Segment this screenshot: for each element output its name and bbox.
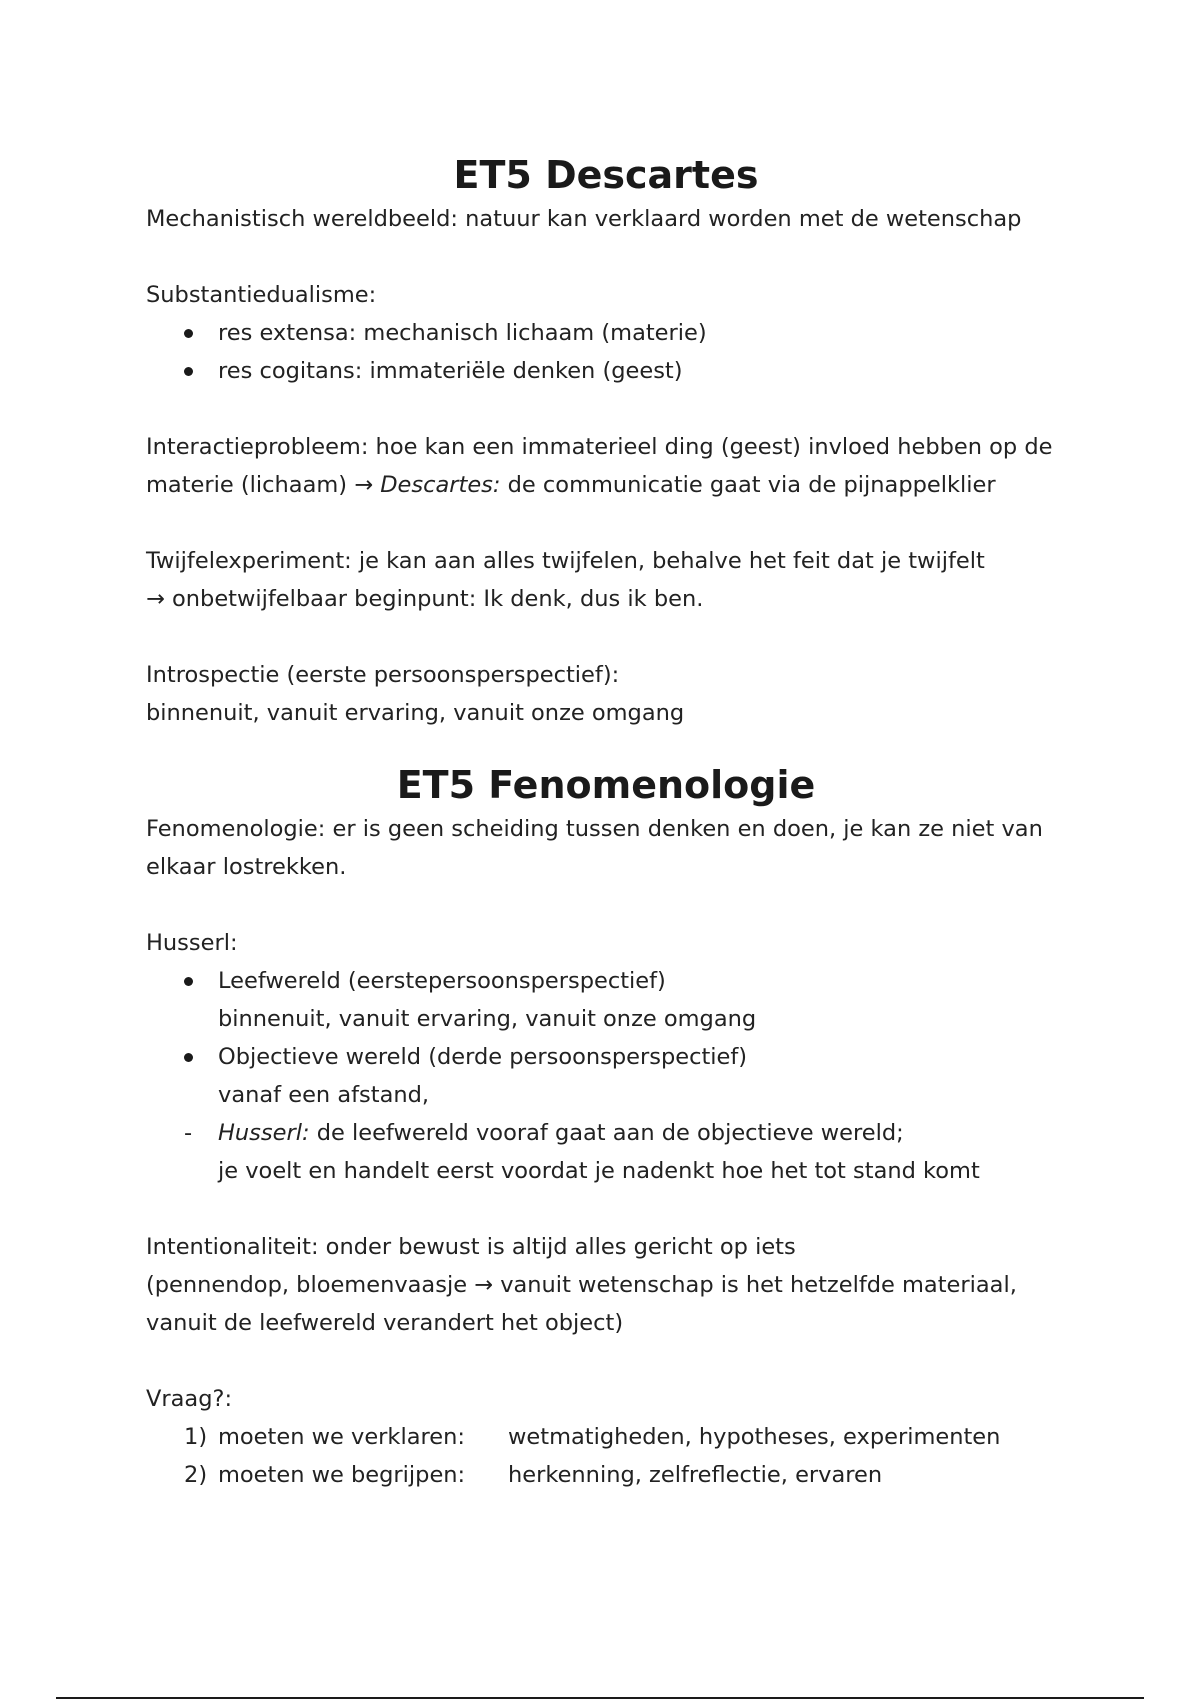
intentionaliteit-line3: vanuit de leefwereld verandert het object): [146, 1310, 624, 1336]
list-item-main: Leefwereld (eerstepersoonsperspectief): [218, 968, 666, 994]
list-item: [146, 314, 1066, 352]
page-title-fenomenologie: ET5 Fenomenologie: [396, 763, 816, 807]
list-item: [146, 1114, 1066, 1190]
list-item-main: Objectieve wereld (derde persoonsperspectief): [218, 1044, 748, 1070]
introspectie-paragraph-line2: binnenuit, vanuit ervaring, vanuit onze omgang: [146, 700, 685, 726]
vraag-right: wetmatigheden, hypotheses, experimenten: [508, 1424, 1001, 1450]
list-item-main: [218, 1114, 1066, 1152]
list-item: [146, 1038, 1066, 1114]
intentionaliteit-line2: (pennendop, bloemenvaasje → vanuit wetenschap is het hetzelfde materiaal,: [146, 1272, 1017, 1298]
introspectie-paragraph-line1: Introspectie (eerste persoonsperspectief):: [146, 662, 620, 688]
list-item-sub: je voelt en handelt eerst voordat je nadenkt hoe het tot stand komt: [218, 1158, 980, 1184]
fenomenologie-paragraph-line1: Fenomenologie: er is geen scheiding tussen denken en doen, je kan ze niet van: [146, 816, 1043, 842]
list-number: 1): [184, 1424, 208, 1450]
husserl-list: [146, 962, 1066, 1114]
interactie-emphasis: Descartes:: [380, 472, 501, 498]
vraag-list: [146, 1418, 1066, 1494]
bullet-icon: [184, 367, 193, 376]
husserl-emphasis: Husserl:: [218, 1120, 310, 1146]
page-bottom-rule: [56, 1697, 1144, 1699]
list-item-sub: binnenuit, vanuit ervaring, vanuit onze omgang: [218, 1006, 757, 1032]
document-page: [146, 150, 1066, 1494]
mechanistisch-paragraph: Mechanistisch wereldbeeld: natuur kan verklaard worden met de wetenschap: [146, 206, 1022, 232]
vraag-left: moeten we begrijpen:: [218, 1462, 466, 1488]
list-item-sub: vanaf een afstand,: [218, 1082, 430, 1108]
twijfel-paragraph-line1: Twijfelexperiment: je kan aan alles twijfelen, behalve het feit dat je twijfelt: [146, 548, 985, 574]
dash-icon: -: [184, 1120, 193, 1146]
husserl-label: Husserl:: [146, 930, 238, 956]
list-item: [146, 962, 1066, 1038]
vraag-right: herkenning, zelfreflectie, ervaren: [508, 1462, 883, 1488]
bullet-icon: [184, 1053, 193, 1062]
fenomenologie-paragraph-line2: elkaar lostrekken.: [146, 854, 347, 880]
twijfel-paragraph-line2: → onbetwijfelbaar beginpunt: Ik denk, dus ik ben.: [146, 586, 704, 612]
list-item: [146, 352, 1066, 390]
list-number: 2): [184, 1462, 208, 1488]
list-item: [146, 1418, 1066, 1456]
bullet-icon: [184, 977, 193, 986]
list-item-text: res extensa: mechanisch lichaam (materie): [218, 320, 707, 346]
vraag-left: moeten we verklaren:: [218, 1424, 465, 1450]
husserl-dash-text: de leefwereld vooraf gaat aan de objectieve wereld;: [309, 1120, 904, 1146]
page-title-descartes: ET5 Descartes: [453, 153, 759, 197]
interactie-post: de communicatie gaat via de pijnappelklier: [500, 472, 996, 498]
bullet-icon: [184, 329, 193, 338]
list-item: [146, 1456, 1066, 1494]
interactie-pre: materie (lichaam) →: [146, 472, 381, 498]
intentionaliteit-line1: Intentionaliteit: onder bewust is altijd alles gericht op iets: [146, 1234, 796, 1260]
substantie-list: [146, 314, 1066, 390]
list-item-text: res cogitans: immateriële denken (geest): [218, 358, 683, 384]
interactie-paragraph-line2: [146, 466, 1066, 504]
interactie-paragraph-line1: Interactieprobleem: hoe kan een immaterieel ding (geest) invloed hebben op de: [146, 434, 1053, 460]
substantie-label: Substantiedualisme:: [146, 282, 377, 308]
vraag-label: Vraag?:: [146, 1386, 233, 1412]
husserl-dash-list: [146, 1114, 1066, 1190]
